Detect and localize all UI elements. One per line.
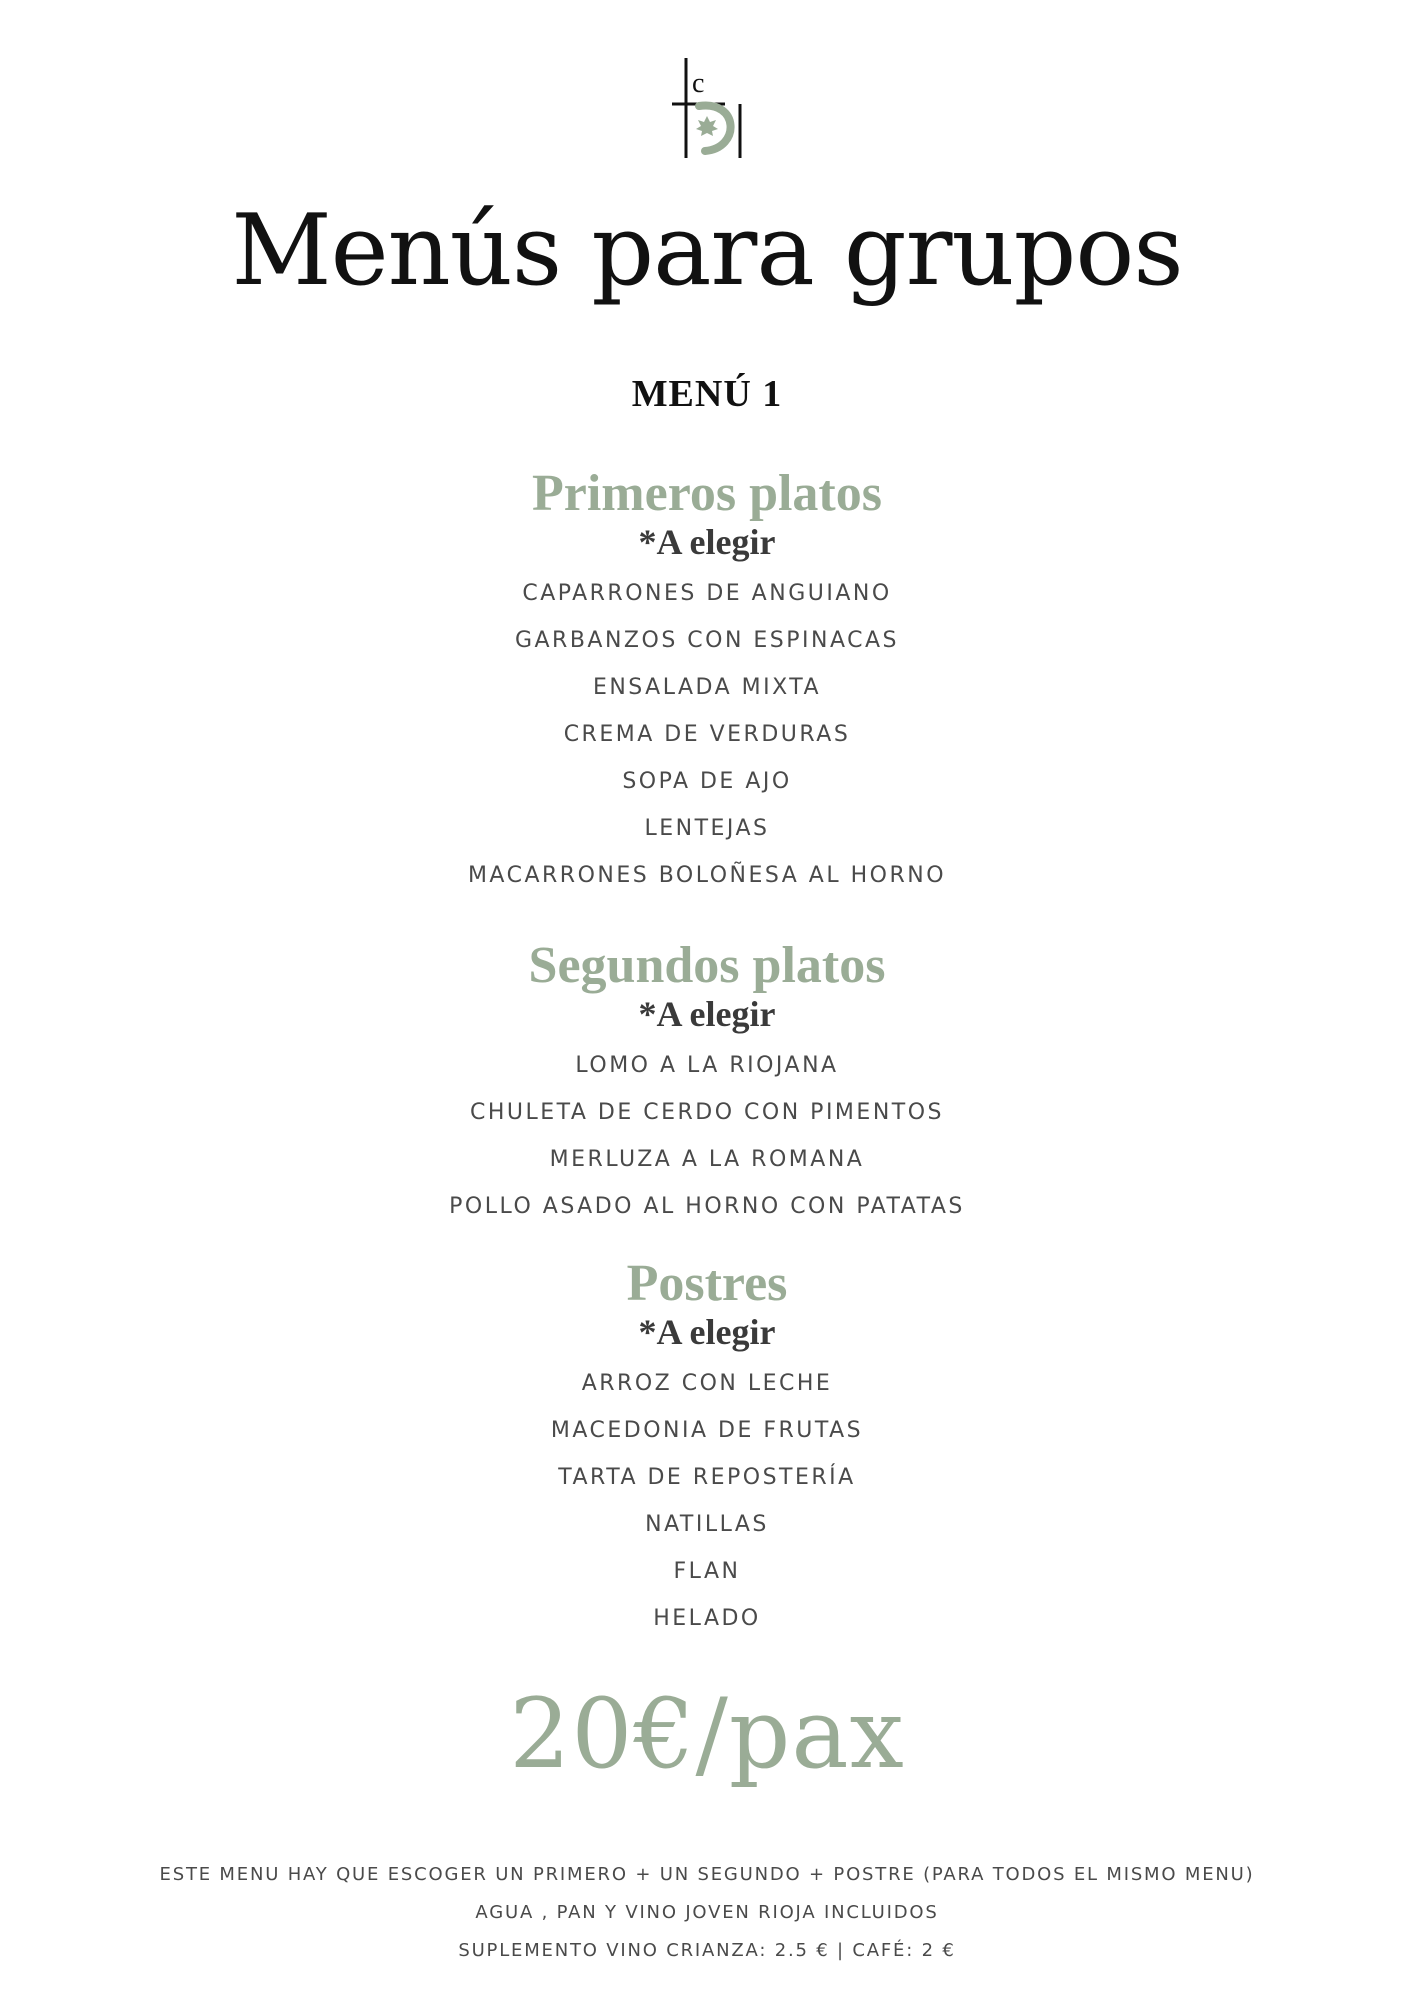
restaurant-logo-icon [667,56,747,162]
dish-item: MERLUZA A LA ROMANA [549,1147,865,1172]
section-postres [0,1255,1414,1642]
menu-label: MENÚ 1 [631,373,783,415]
dish-item: SOPA DE AJO [622,769,792,794]
dish-list [0,1042,1414,1230]
section-segundos [0,937,1414,1230]
dish-item: CREMA DE VERDURAS [563,722,851,747]
dish-item: HELADO [653,1606,761,1631]
section-note: *A elegir [638,994,776,1034]
dish-item: MACEDONIA DE FRUTAS [550,1418,864,1443]
section-note: *A elegir [638,522,776,562]
footer-line: ESTE MENU HAY QUE ESCOGER UN PRIMERO + UN SEGUNDO + POSTRE (PARA TODOS EL MISMO MENU) [159,1864,1255,1885]
dish-item: NATILLAS [645,1512,769,1537]
dish-item: LOMO A LA RIOJANA [575,1053,839,1078]
dish-item: ARROZ CON LECHE [581,1371,833,1396]
dish-item: TARTA DE REPOSTERÍA [558,1465,856,1490]
footer-notes [0,1856,1414,1970]
footer-line: AGUA , PAN Y VINO JOVEN RIOJA INCLUIDOS [475,1902,939,1923]
footer-line: SUPLEMENTO VINO CRIANZA: 2.5 € | CAFÉ: 2 € [458,1940,956,1961]
dish-list [0,570,1414,899]
section-note: *A elegir [638,1312,776,1352]
dish-item: CAPARRONES DE ANGUIANO [522,581,892,606]
dish-item: CHULETA DE CERDO CON PIMENTOS [469,1100,944,1125]
dish-item: LENTEJAS [644,816,770,841]
dish-list [0,1360,1414,1642]
section-heading: Postres [626,1255,788,1312]
dish-item: GARBANZOS CON ESPINACAS [514,628,900,653]
dish-item: FLAN [673,1559,741,1584]
logo-letter: c [692,68,705,99]
dish-item: POLLO ASADO AL HORNO CON PATATAS [449,1194,965,1219]
dish-item: ENSALADA MIXTA [592,675,822,700]
section-primeros [0,465,1414,899]
price-per-person: 20€/pax [509,1678,905,1790]
section-heading: Primeros platos [532,465,882,522]
page-title: Menús para grupos [231,194,1183,308]
section-heading: Segundos platos [528,937,886,994]
dish-item: MACARRONES BOLOÑESA AL HORNO [467,863,947,888]
